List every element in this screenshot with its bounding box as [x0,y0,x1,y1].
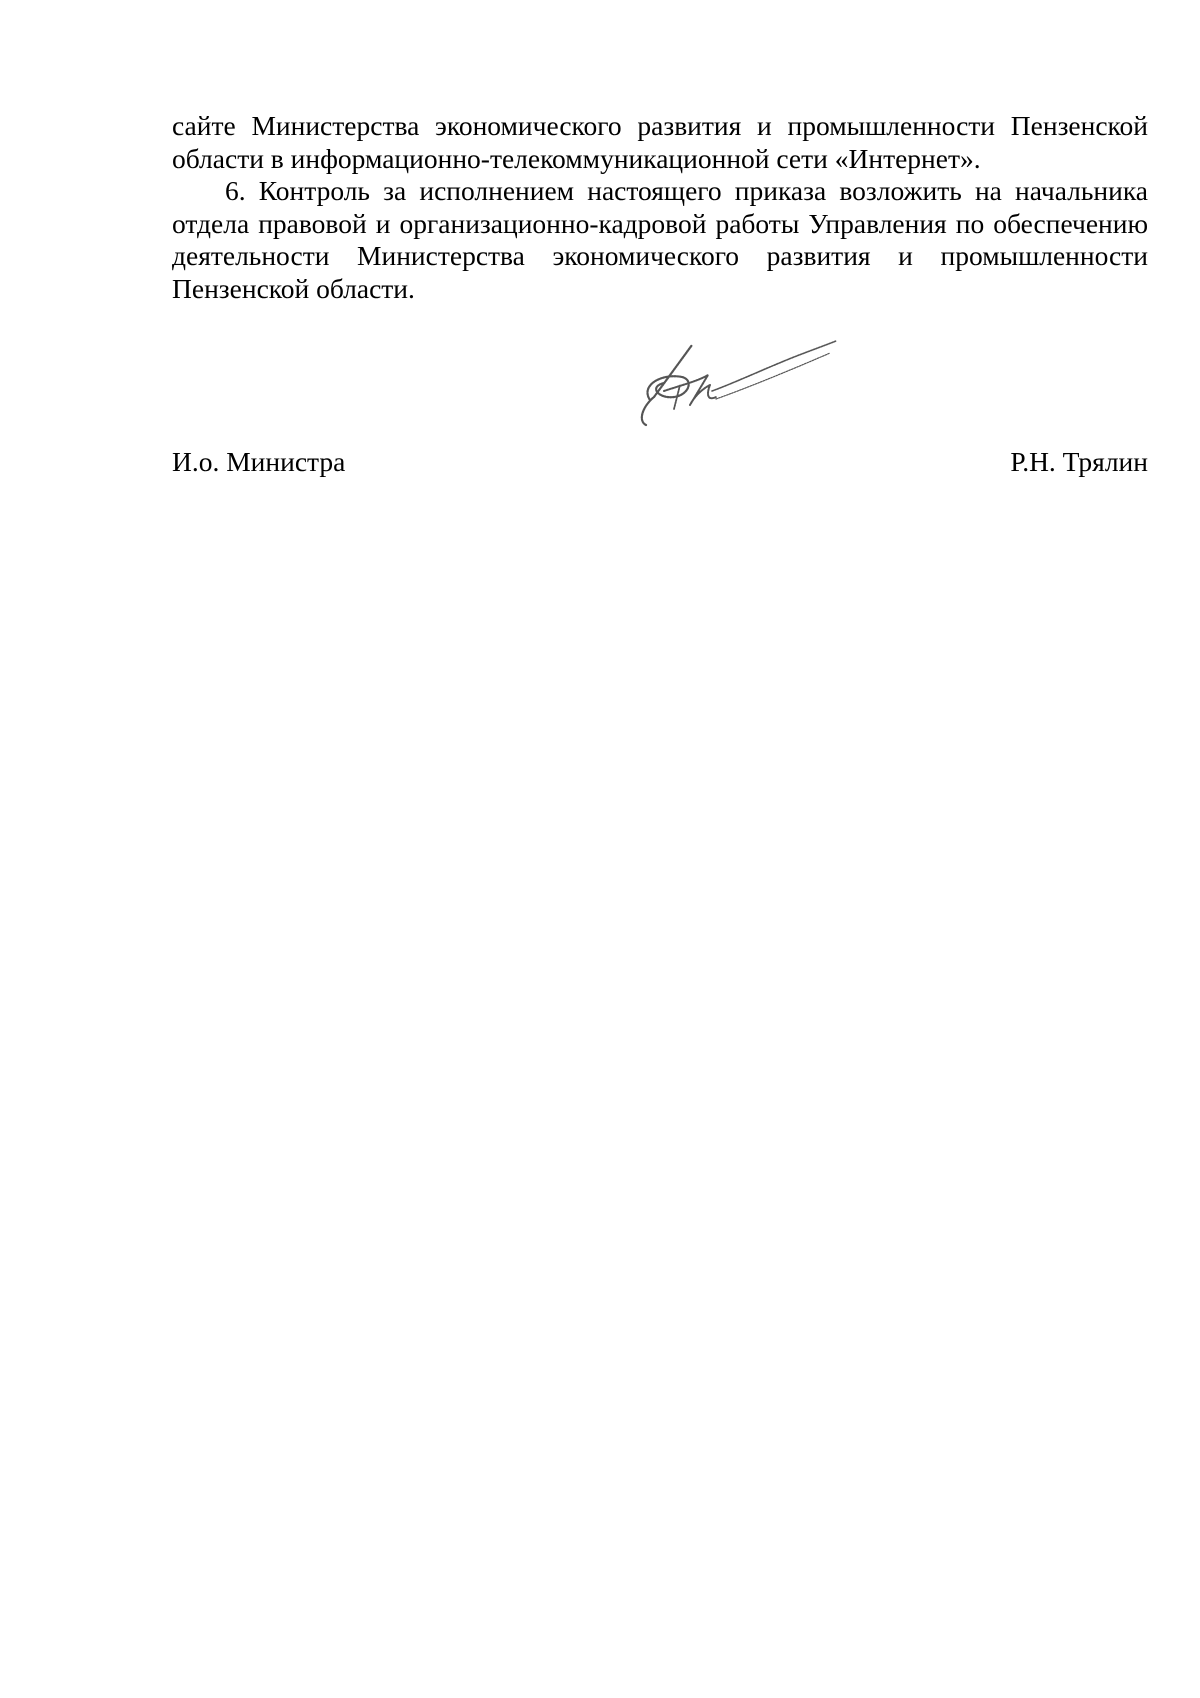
paragraph-5-continuation: сайте Министерства экономического развития и промышленности Пензенской области в информационно-телекоммуникационной сети «Интернет». [172,110,1148,174]
paragraph-6: 6. Контроль за исполнением настоящего приказа возложить на начальника отдела правовой и организационно-кадровой работы Управления по обеспечению деятельности Министерства экономического развития и промышленности Пензенской области. [172,175,1148,304]
signatory-name: Р.Н. Трялин [1010,446,1148,477]
handwritten-signature [634,325,854,445]
document-body [172,110,1148,305]
signatory-title: И.о. Министра [172,446,346,477]
